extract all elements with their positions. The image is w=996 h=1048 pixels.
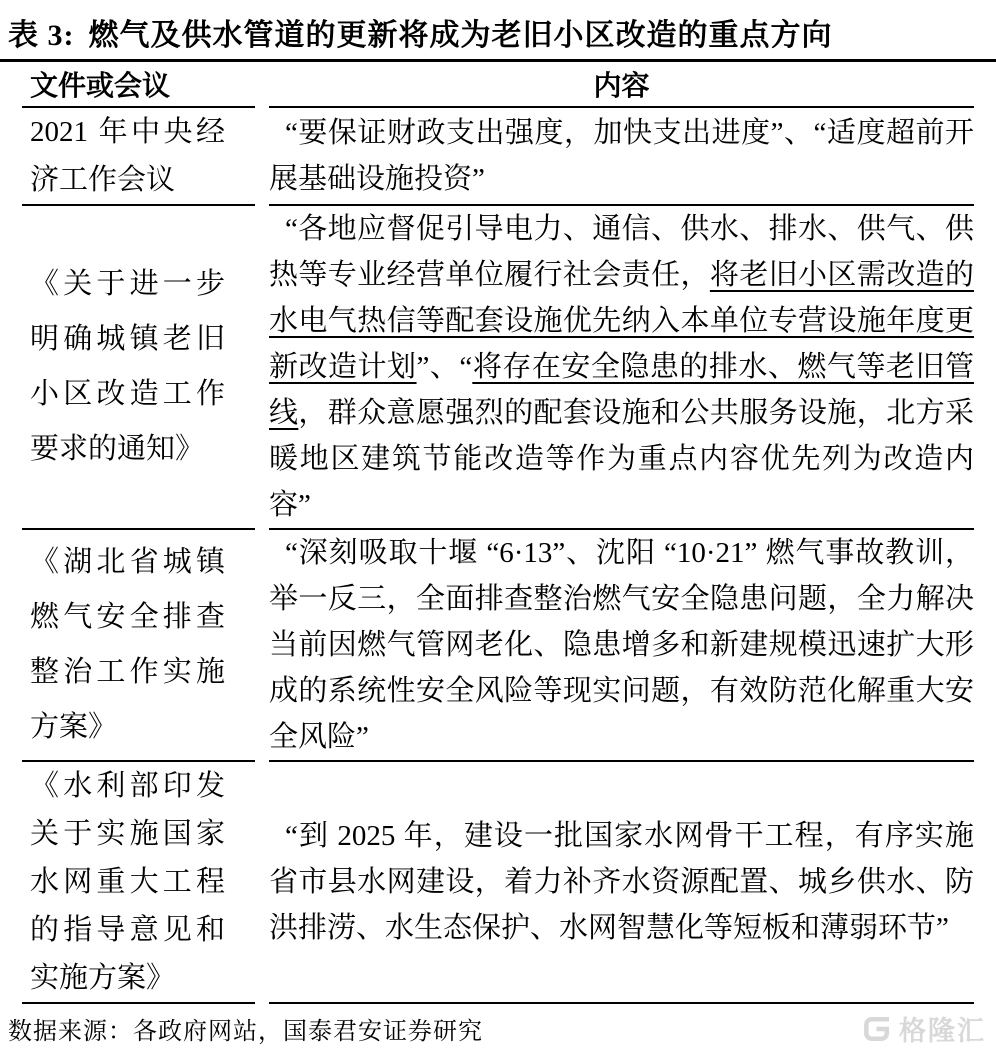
table-row-hubei-gas-safety-plan (22, 530, 974, 762)
content-paragraph (269, 530, 974, 760)
source-cell (22, 530, 255, 762)
watermark-label: 格隆汇 (899, 1016, 986, 1046)
table-title-text: 燃气及供水管道的更新将成为老旧小区改造的重点方向 (88, 19, 833, 52)
content-segment: ，群众意愿强烈的配套设施和公共服务设施，北方采暖地区建筑节能改造等作为重点内容优先列为改造内容” (269, 397, 974, 521)
source-cell (22, 762, 255, 1004)
source-text: 《湖北省城镇燃气安全排查整治工作实施方案》 (30, 546, 225, 743)
gelonghui-logo-icon (861, 1013, 893, 1045)
content-cell (269, 108, 974, 206)
table-title (0, 0, 996, 59)
data-source-note: 数据来源：各政府网站，国泰君安证券研究 (8, 1019, 483, 1045)
col-header-content: 内容 (269, 62, 974, 108)
table-row-old-district-notice (22, 206, 974, 530)
source-cell (22, 108, 255, 206)
content-segment: ”、“ (416, 351, 473, 383)
content-cell (269, 762, 974, 1004)
source-cell (22, 206, 255, 530)
underlined-segment: 将存在安全隐患的排水、燃气等老旧管线 (269, 351, 974, 429)
source-text: 《水利部印发关于实施国家水网重大工程的指导意见和实施方案》 (30, 770, 225, 994)
policy-table (8, 62, 988, 1004)
source-text: 《关于进一步明确城镇老旧小区改造工作要求的通知》 (30, 268, 225, 465)
content-segment: “要保证财政支出强度，加快支出进度”、“适度超前开展基础设施投资” (269, 117, 974, 195)
gelonghui-watermark (861, 1009, 986, 1048)
content-paragraph (269, 110, 974, 202)
content-paragraph (269, 813, 974, 951)
content-cell (269, 206, 974, 530)
table-row-water-network-guidance (22, 762, 974, 1004)
footer (0, 1004, 996, 1048)
underlined-segment: 将老旧小区需改造的水电气热信等配套设施优先纳入本单位专营设施年度更新改造计划 (269, 259, 974, 383)
table-number-label: 表 3: (8, 19, 75, 52)
table-row-central-economic-conference (22, 108, 974, 206)
col-header-source: 文件或会议 (22, 62, 255, 108)
content-cell (269, 530, 974, 762)
content-segment: “深刻吸取十堰 “6·13”、沈阳 “10·21” 燃气事故教训，举一反三，全面排查整治燃气安全隐患问题，全力解决当前因燃气管网老化、隐患增多和新建规模迅速扩大形成的系统性安全风险等现实问题，有效防范化解重大安全风险” (269, 537, 974, 753)
content-paragraph (269, 206, 974, 528)
header-row (22, 62, 974, 108)
content-segment: “各地应督促引导电力、通信、供水、排水、供气、供热等专业经营单位履行社会责任， (269, 213, 974, 291)
source-text: 2021 年中央经济工作会议 (30, 116, 225, 196)
content-segment: “到 2025 年，建设一批国家水网骨干工程，有序实施省市县水网建设，着力补齐水资源配置、城乡供水、防洪排涝、水生态保护、水网智慧化等短板和薄弱环节” (269, 820, 974, 944)
